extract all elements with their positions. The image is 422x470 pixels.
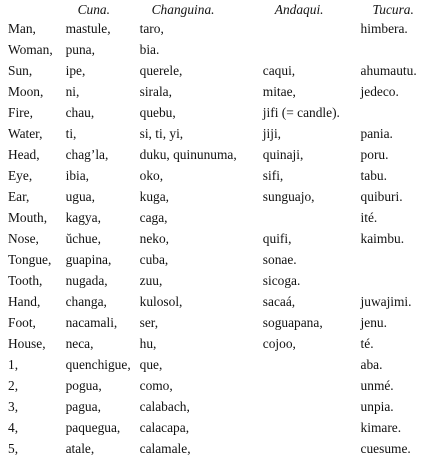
cell-andaqui: jiji, [262,126,282,141]
cell-english: 3, [8,399,19,414]
cell-english: Water, [8,126,43,141]
cell-cuna: nacamali, [65,315,118,330]
cell-tucura: unpia. [360,399,394,414]
vocabulary-table [8,3,422,463]
cell-cuna: kagya, [65,210,101,225]
cell-tucura: kaimbu. [360,231,405,246]
cell-andaqui: sicoga. [262,273,301,288]
cell-english: Woman, [8,42,53,57]
header-changuina: Changuina. [151,2,215,17]
cell-changuina: querele, [139,63,183,78]
cell-tucura [361,253,422,274]
cell-tucura: unmé. [360,378,394,393]
cell-changuina: quebu, [139,105,176,120]
cell-cuna: atale, [65,441,95,456]
cell-cuna: changa, [65,294,107,309]
cell-changuina: ser, [139,315,159,330]
cell-cuna: ipe, [65,63,86,78]
cell-changuina: bia. [139,42,160,57]
table-row [8,232,422,253]
cell-tucura: tabu. [360,168,387,183]
cell-cuna: paquegua, [65,420,121,435]
table-row [8,127,422,148]
cell-cuna: ibia, [65,168,90,183]
cell-english: Eye, [8,168,33,183]
cell-changuina: cuba, [139,252,169,267]
cell-tucura [361,106,422,127]
cell-tucura [361,43,422,64]
cell-andaqui: mitae, [262,84,296,99]
cell-andaqui [263,442,361,463]
cell-cuna: neca, [65,336,94,351]
cell-andaqui [263,22,361,43]
table-row [8,148,422,169]
cell-andaqui [263,400,361,421]
header-andaqui: Andaqui. [274,2,324,17]
table-row [8,337,422,358]
cell-cuna: ugua, [65,189,95,204]
cell-cuna: mastule, [65,21,111,36]
cell-andaqui: cojoo, [262,336,296,351]
cell-changuina: calacapa, [139,420,190,435]
cell-english: 1, [8,357,19,372]
table-row [8,295,422,316]
cell-english: 2, [8,378,19,393]
cell-andaqui: sonae. [262,252,297,267]
cell-cuna: pagua, [65,399,101,414]
cell-andaqui [263,379,361,400]
cell-changuina: sirala, [139,84,172,99]
header-row [8,3,422,22]
cell-cuna: nugada, [65,273,108,288]
vocabulary-rows [8,22,422,463]
cell-english: 4, [8,420,19,435]
cell-cuna: guapina, [65,252,112,267]
header-cuna: Cuna. [77,2,110,17]
cell-english: Foot, [8,315,36,330]
cell-tucura: ité. [360,210,378,225]
table-row [8,22,422,43]
cell-changuina: calabach, [139,399,190,414]
cell-english: Head, [8,147,40,162]
cell-tucura: pania. [360,126,393,141]
table-row [8,106,422,127]
cell-cuna: ŭchue, [65,231,101,246]
cell-andaqui: quifi, [262,231,292,246]
cell-changuina: kuga, [139,189,170,204]
cell-andaqui: sunguajo, [262,189,315,204]
cell-changuina: oko, [139,168,164,183]
cell-changuina: kulosol, [139,294,183,309]
cell-english: Tongue, [8,252,52,267]
cell-andaqui: sacaá, [262,294,296,309]
cell-tucura: jenu. [360,315,387,330]
table-row [8,169,422,190]
table-row [8,316,422,337]
cell-english: Ear, [8,189,30,204]
header-english [8,3,66,22]
cell-tucura: himbera. [360,21,408,36]
cell-english: Tooth, [8,273,43,288]
cell-tucura: té. [360,336,374,351]
cell-english: Mouth, [8,210,48,225]
cell-english: Man, [8,21,36,36]
cell-cuna: chag’la, [65,147,109,162]
cell-english: 5, [8,441,19,456]
cell-tucura: cuesume. [360,441,411,456]
cell-tucura: juwajimi. [360,294,412,309]
table-row [8,64,422,85]
cell-english: Hand, [8,294,41,309]
cell-cuna: ti, [65,126,77,141]
cell-tucura: jedeco. [360,84,399,99]
table-row [8,211,422,232]
cell-andaqui [263,358,361,379]
table-row [8,400,422,421]
cell-andaqui: sifi, [262,168,284,183]
cell-changuina: si, ti, yi, [139,126,184,141]
cell-changuina: zuu, [139,273,163,288]
table-row [8,442,422,463]
cell-tucura: ahumautu. [360,63,417,78]
cell-cuna: pogua, [65,378,102,393]
table-row [8,85,422,106]
table-row [8,421,422,442]
table-row [8,358,422,379]
cell-changuina: neko, [139,231,170,246]
cell-tucura [361,274,422,295]
cell-english: Nose, [8,231,39,246]
header-tucura: Tucura. [372,2,414,17]
cell-andaqui: caqui, [262,63,296,78]
cell-english: Fire, [8,105,33,120]
cell-changuina: taro, [139,21,164,36]
cell-changuina: caga, [139,210,168,225]
table-row [8,379,422,400]
cell-cuna: quenchigue, [65,357,131,372]
cell-cuna: puna, [65,42,95,57]
table-row [8,274,422,295]
cell-andaqui: quinaji, [262,147,304,162]
cell-changuina: que, [139,357,163,372]
cell-english: House, [8,336,46,351]
cell-andaqui: soguapana, [262,315,323,330]
table-row [8,253,422,274]
cell-andaqui [263,43,361,64]
cell-english: Sun, [8,63,33,78]
cell-andaqui [263,211,361,232]
cell-cuna: chau, [65,105,95,120]
cell-changuina: como, [139,378,173,393]
table-row [8,190,422,211]
cell-andaqui: jifi (= candle). [262,105,340,120]
cell-changuina: hu, [139,336,157,351]
cell-tucura: aba. [360,357,383,372]
cell-tucura: poru. [360,147,389,162]
cell-changuina: duku, quinunuma, [139,147,237,162]
cell-tucura: kimare. [360,420,402,435]
cell-cuna: ni, [65,84,80,99]
cell-english: Moon, [8,84,44,99]
table-row [8,43,422,64]
cell-andaqui [263,421,361,442]
cell-changuina: calamale, [139,441,191,456]
cell-tucura: quiburi. [360,189,403,204]
